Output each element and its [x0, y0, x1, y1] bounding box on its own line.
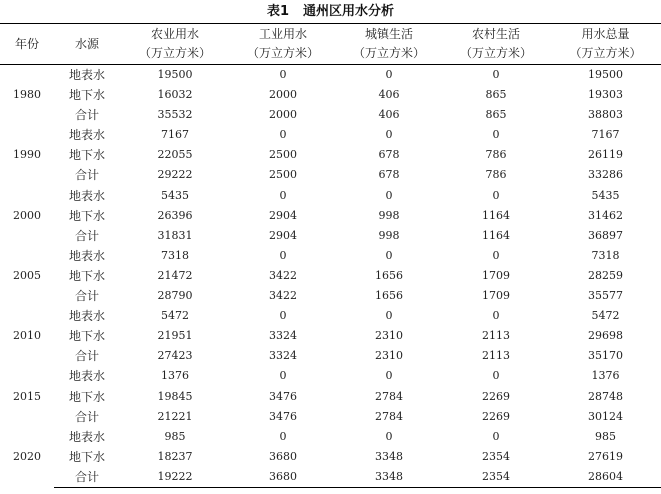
urban-cell: 406	[378, 88, 400, 102]
table-row	[0, 387, 661, 407]
total-cell: 7167	[591, 128, 620, 142]
table-header	[0, 24, 661, 65]
industry-cell: 2500	[269, 148, 297, 162]
header-total: 用水总量 （万立方米）	[550, 24, 661, 65]
industry-cell: 2500	[269, 168, 297, 182]
industry-cell: 3324	[269, 329, 297, 343]
source-cell: 地表水	[68, 68, 105, 82]
industry-cell: 3324	[269, 349, 297, 363]
urban-cell: 0	[385, 248, 393, 262]
table-row	[0, 467, 661, 488]
table-caption	[0, 4, 661, 20]
agriculture-cell: 35532	[157, 108, 193, 122]
urban-cell: 0	[385, 188, 393, 202]
urban-cell: 998	[378, 208, 400, 222]
rural-cell: 0	[492, 128, 500, 142]
urban-cell: 678	[378, 168, 400, 182]
header-source: 水源	[54, 24, 120, 65]
agriculture-cell: 28790	[157, 289, 193, 303]
rural-cell: 1709	[482, 289, 510, 303]
table-body	[0, 65, 661, 488]
rural-cell: 2113	[482, 329, 510, 343]
agriculture-cell: 7318	[161, 248, 189, 262]
source-cell: 地表水	[68, 188, 105, 203]
source-cell: 合计	[54, 467, 120, 488]
header-agriculture: 农业用水 （万立方米）	[120, 24, 230, 65]
source-cell: 地下水	[68, 208, 105, 223]
rural-cell: 865	[485, 108, 507, 122]
agriculture-cell: 26396	[157, 208, 193, 222]
rural-cell: 2269	[482, 409, 510, 423]
industry-cell: 3422	[269, 289, 297, 303]
total-cell: 28748	[588, 389, 623, 403]
urban-cell: 1656	[375, 289, 403, 303]
header-rural: 农村生活 （万立方米）	[442, 24, 550, 65]
rural-cell: 0	[492, 369, 500, 383]
total-cell: 26119	[588, 148, 623, 162]
agriculture-cell: 18237	[157, 449, 193, 463]
rural-cell: 2354	[482, 449, 510, 463]
total-cell: 38803	[588, 108, 623, 122]
source-cell: 合计	[74, 409, 99, 424]
year-cell: 1980	[13, 88, 41, 102]
source-cell: 合计	[74, 168, 99, 183]
urban-cell: 678	[378, 148, 400, 162]
urban-cell: 0	[385, 369, 393, 383]
source-cell: 地下水	[68, 449, 105, 464]
total-cell: 35170	[588, 349, 623, 363]
year-cell: 2020	[13, 450, 41, 464]
rural-cell: 2354	[442, 467, 550, 488]
industry-cell: 2904	[269, 208, 297, 222]
total-cell: 35577	[588, 289, 623, 303]
source-cell: 地表水	[68, 369, 105, 384]
agriculture-cell: 5472	[161, 309, 189, 323]
rural-cell: 0	[492, 188, 500, 202]
industry-cell: 3422	[269, 268, 297, 282]
urban-cell: 406	[378, 108, 400, 122]
industry-cell: 3680	[269, 449, 297, 463]
table-row	[0, 125, 661, 145]
total-cell: 19500	[588, 68, 623, 81]
industry-cell: 2000	[269, 108, 297, 122]
rural-cell: 865	[485, 88, 507, 102]
water-use-table	[0, 23, 661, 488]
industry-cell: 0	[279, 309, 287, 323]
industry-cell: 0	[279, 429, 287, 443]
year-cell: 1990	[13, 148, 41, 162]
source-cell: 合计	[74, 349, 99, 364]
agriculture-cell: 5435	[161, 188, 189, 202]
total-cell: 29698	[588, 329, 623, 343]
urban-cell: 998	[378, 228, 400, 242]
source-cell: 合计	[74, 108, 99, 123]
industry-cell: 0	[279, 248, 287, 262]
table-title: 通州区用水分析	[303, 4, 395, 19]
urban-cell: 2310	[375, 329, 403, 343]
agriculture-cell: 21951	[157, 329, 193, 343]
industry-cell: 0	[279, 128, 287, 142]
total-cell: 7318	[591, 248, 620, 262]
urban-cell: 2784	[375, 409, 403, 423]
urban-cell: 0	[385, 309, 393, 323]
total-cell: 27619	[588, 449, 623, 463]
agriculture-cell: 19845	[157, 389, 193, 403]
rural-cell: 786	[485, 148, 507, 162]
header-industry: 工业用水 （万立方米）	[230, 24, 336, 65]
rural-cell: 1164	[482, 208, 510, 222]
table-row	[0, 105, 661, 125]
table-row	[0, 346, 661, 366]
industry-cell: 0	[279, 188, 287, 202]
table-row	[0, 165, 661, 185]
table-row	[0, 226, 661, 246]
industry-cell: 3476	[269, 409, 297, 423]
industry-cell: 0	[279, 68, 287, 81]
source-cell: 地下水	[68, 389, 105, 404]
urban-cell: 1656	[375, 268, 403, 282]
total-cell: 1376	[591, 369, 620, 383]
year-cell: 2015	[13, 389, 41, 403]
source-cell: 地下水	[68, 148, 105, 163]
table-row	[0, 145, 661, 165]
total-cell: 985	[595, 429, 616, 443]
agriculture-cell: 19500	[157, 68, 193, 81]
year-cell: 2005	[13, 268, 41, 282]
table-row	[0, 186, 661, 206]
table-row	[0, 407, 661, 427]
rural-cell: 0	[492, 309, 500, 323]
table-row	[0, 266, 661, 286]
rural-cell: 0	[492, 248, 500, 262]
table-row	[0, 427, 661, 447]
source-cell: 地下水	[68, 329, 105, 344]
table-row	[0, 85, 661, 105]
table-row	[0, 206, 661, 226]
total-cell: 28259	[588, 268, 623, 282]
table-row	[0, 447, 661, 467]
source-cell: 地表水	[68, 309, 105, 324]
source-cell: 合计	[74, 228, 99, 243]
urban-cell: 0	[385, 429, 393, 443]
source-cell: 地下水	[68, 88, 105, 103]
industry-cell: 3476	[269, 389, 297, 403]
total-cell: 5472	[591, 309, 620, 323]
urban-cell: 3348	[336, 467, 442, 488]
agriculture-cell: 16032	[157, 88, 193, 102]
rural-cell: 1709	[482, 268, 510, 282]
agriculture-cell: 19222	[120, 467, 230, 488]
source-cell: 地表水	[68, 429, 105, 444]
table-row	[0, 366, 661, 386]
year-cell: 2010	[13, 329, 41, 343]
total-cell: 33286	[588, 168, 623, 182]
rural-cell: 0	[492, 68, 500, 81]
agriculture-cell: 21221	[157, 409, 193, 423]
table-number: 表1	[266, 4, 290, 19]
industry-cell: 2000	[269, 88, 297, 102]
total-cell: 19303	[588, 88, 623, 102]
industry-cell: 0	[279, 369, 287, 383]
source-cell: 地下水	[68, 268, 105, 283]
table-row	[0, 306, 661, 326]
total-cell: 36897	[588, 228, 623, 242]
rural-cell: 2269	[482, 389, 510, 403]
agriculture-cell: 29222	[157, 168, 193, 182]
industry-cell: 3680	[230, 467, 336, 488]
total-cell: 30124	[588, 409, 623, 423]
agriculture-cell: 1376	[161, 369, 189, 383]
source-cell: 合计	[74, 289, 99, 304]
rural-cell: 2113	[482, 349, 510, 363]
total-cell: 5435	[591, 188, 620, 202]
agriculture-cell: 22055	[157, 148, 193, 162]
rural-cell: 0	[492, 429, 500, 443]
agriculture-cell: 7167	[161, 128, 189, 142]
total-cell: 28604	[550, 467, 661, 488]
agriculture-cell: 985	[164, 429, 186, 443]
industry-cell: 2904	[269, 228, 297, 242]
table-row	[0, 246, 661, 266]
urban-cell: 2310	[375, 349, 403, 363]
table-row	[0, 65, 661, 86]
agriculture-cell: 31831	[157, 228, 193, 242]
urban-cell: 2784	[375, 389, 403, 403]
header-year: 年份	[0, 24, 54, 65]
rural-cell: 1164	[482, 228, 510, 242]
year-cell: 2000	[13, 208, 41, 222]
source-cell: 地表水	[68, 248, 105, 263]
table-row	[0, 286, 661, 306]
header-urban: 城镇生活 （万立方米）	[336, 24, 442, 65]
table-row	[0, 326, 661, 346]
urban-cell: 3348	[375, 449, 403, 463]
agriculture-cell: 21472	[157, 268, 193, 282]
rural-cell: 786	[485, 168, 507, 182]
agriculture-cell: 27423	[157, 349, 193, 363]
total-cell: 31462	[588, 208, 623, 222]
source-cell: 地表水	[68, 128, 105, 143]
urban-cell: 0	[385, 68, 393, 81]
urban-cell: 0	[385, 128, 393, 142]
